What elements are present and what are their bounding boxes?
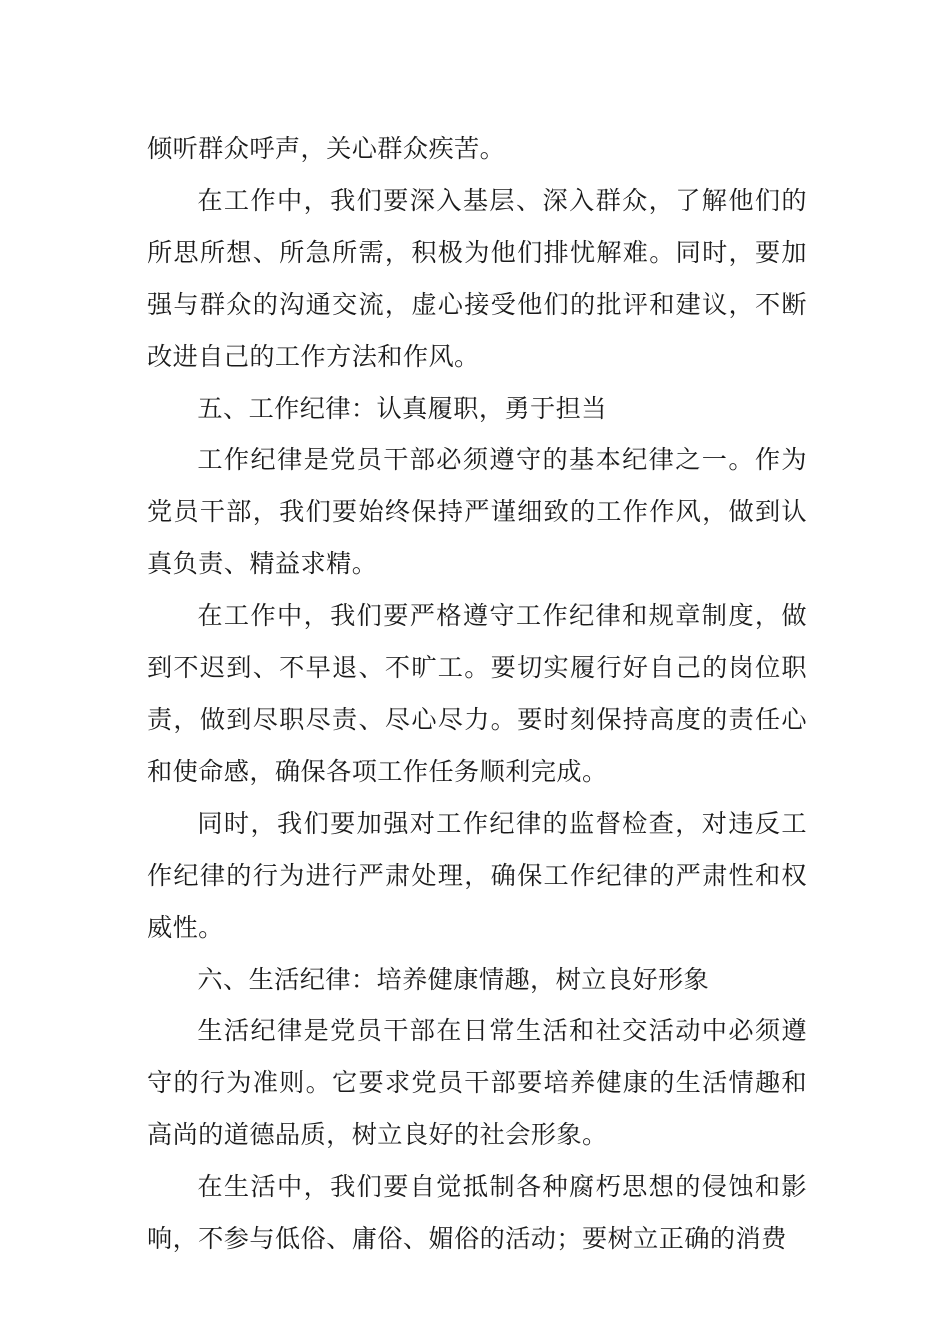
paragraph-work-discipline-supervision: 同时，我们要加强对工作纪律的监督检查，对违反工作纪律的行为进行严肃处理，确保工作纪律的严肃性和权威性。 [147, 808, 807, 942]
document-body [147, 123, 807, 1265]
paragraph-life-discipline-practice: 在生活中，我们要自觉抵制各种腐朽思想的侵蚀和影响，不参与低俗、庸俗、媚俗的活动；要树立正确的消费 [147, 1172, 807, 1254]
paragraph-work-discipline-rules: 在工作中，我们要严格遵守工作纪律和规章制度，做到不迟到、不早退、不旷工。要切实履行好自己的岗位职责，做到尽职尽责、尽心尽力。要时刻保持高度的责任心和使命感，确保各项工作任务顺利完成。 [147, 601, 807, 786]
paragraph-life-discipline-intro: 生活纪律是党员干部在日常生活和社交活动中必须遵守的行为准则。它要求党员干部要培养健康的生活情趣和高尚的道德品质，树立良好的社会形象。 [147, 1016, 807, 1150]
paragraph-work-discipline-intro: 工作纪律是党员干部必须遵守的基本纪律之一。作为党员干部，我们要始终保持严谨细致的工作作风，做到认真负责、精益求精。 [147, 445, 807, 579]
section-heading-work-discipline: 五、工作纪律：认真履职，勇于担当 [197, 393, 607, 423]
paragraph-continuation: 倾听群众呼声，关心群众疾苦。 [147, 134, 506, 163]
paragraph-grassroots-work: 在工作中，我们要深入基层、深入群众，了解他们的所思所想、所急所需，积极为他们排忧解难。同时，要加强与群众的沟通交流，虚心接受他们的批评和建议，不断改进自己的工作方法和作风。 [147, 185, 807, 371]
section-heading-life-discipline: 六、生活纪律：培养健康情趣，树立良好形象 [197, 964, 710, 994]
